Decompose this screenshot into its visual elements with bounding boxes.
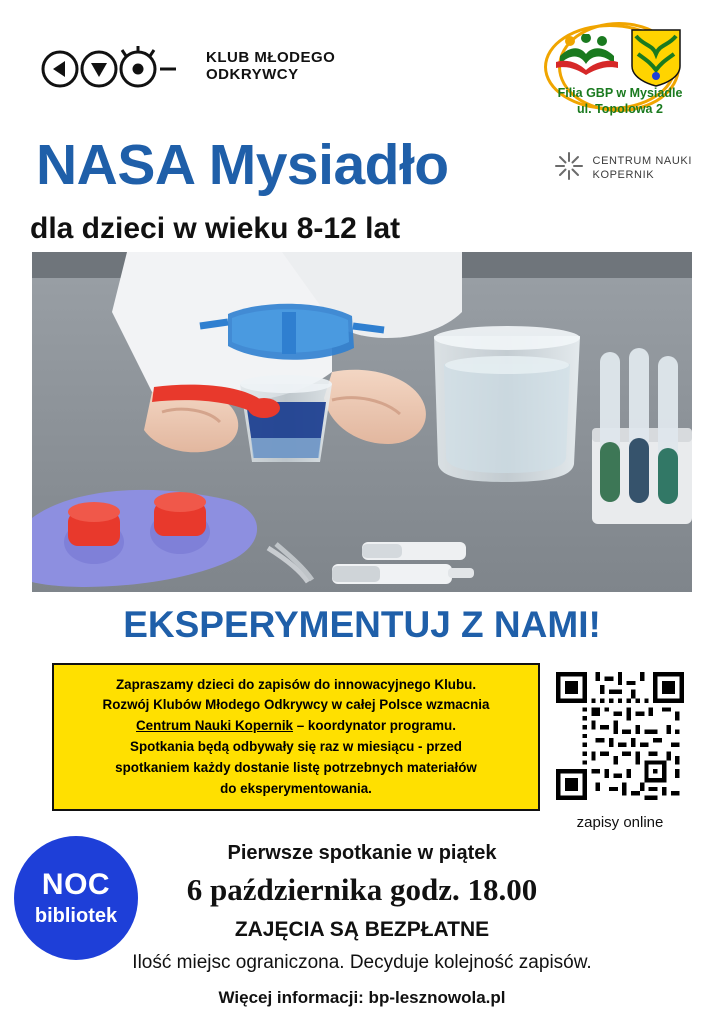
noc-line-1: NOC [41,868,111,901]
gbp-label-line-2: ul. Topolowa 2 [577,101,663,116]
gbp-label-line-1: Filia GBP w Mysiadle [557,86,683,100]
kmo-line-2: ODKRYWCY [206,66,299,83]
kmo-logo [36,42,335,90]
kmo-logo-icon [36,42,196,90]
kopernik-line-2: KOPERNIK [592,168,655,181]
kopernik-star-icon [553,150,585,187]
more-info: Więcej informacji: bp-lesznowola.pl [218,988,506,1007]
kmo-logo-text [206,49,335,84]
page-subtitle: dla dzieci w wieku 8-12 lat [30,212,401,245]
meeting-intro: Pierwsze spotkanie w piątek [227,842,497,864]
noc-line-3: bibliotek [34,905,118,927]
kopernik-line-1: CENTRUM NAUKI [592,155,692,168]
kopernik-logo [553,150,692,187]
qr-caption: zapisy online [576,814,664,831]
slogan: EKSPERYMENTUJ Z NAMI! [123,604,601,645]
gbp-coat-of-arms-icon [630,28,682,88]
info-line-3 [136,716,456,737]
gbp-badge [544,24,696,128]
qr-code-icon[interactable] [556,672,684,800]
info-line-5: spotkaniem każdy dostanie listę potrzebnych materiałów [115,759,477,775]
gbp-label [540,86,700,117]
kopernik-logo-text [593,155,692,181]
info-line-6: do eksperymentowania. [220,780,372,796]
kmo-line-1: KLUB MŁODEGO [206,48,336,66]
kopernik-link[interactable]: Centrum Nauki Kopernik [136,718,294,734]
free-notice: ZAJĘCIA SĄ BEZPŁATNE [234,918,490,941]
page-title: NASA Mysiadło [36,133,449,197]
event-photo [32,252,692,592]
info-line-2: Rozwój Klubów Młodego Odkrywcy w całej Polsce wzmacnia [102,697,490,713]
info-line-3-rest: – koordynator programu. [293,718,456,734]
limited-seats-notice: Ilość miejsc ograniczona. Decyduje kolejność zapisów. [132,952,592,973]
qr-section [552,672,688,831]
info-box [52,663,540,811]
meeting-date: 6 października godz. 18.00 [186,872,538,907]
info-line-4: Spotkania będą odbywały się raz w miesiącu - przed [130,739,462,754]
info-line-1: Zapraszamy dzieci do zapisów do innowacyjnego Klubu. [115,676,477,692]
gbp-book-emblem-icon [552,34,624,76]
